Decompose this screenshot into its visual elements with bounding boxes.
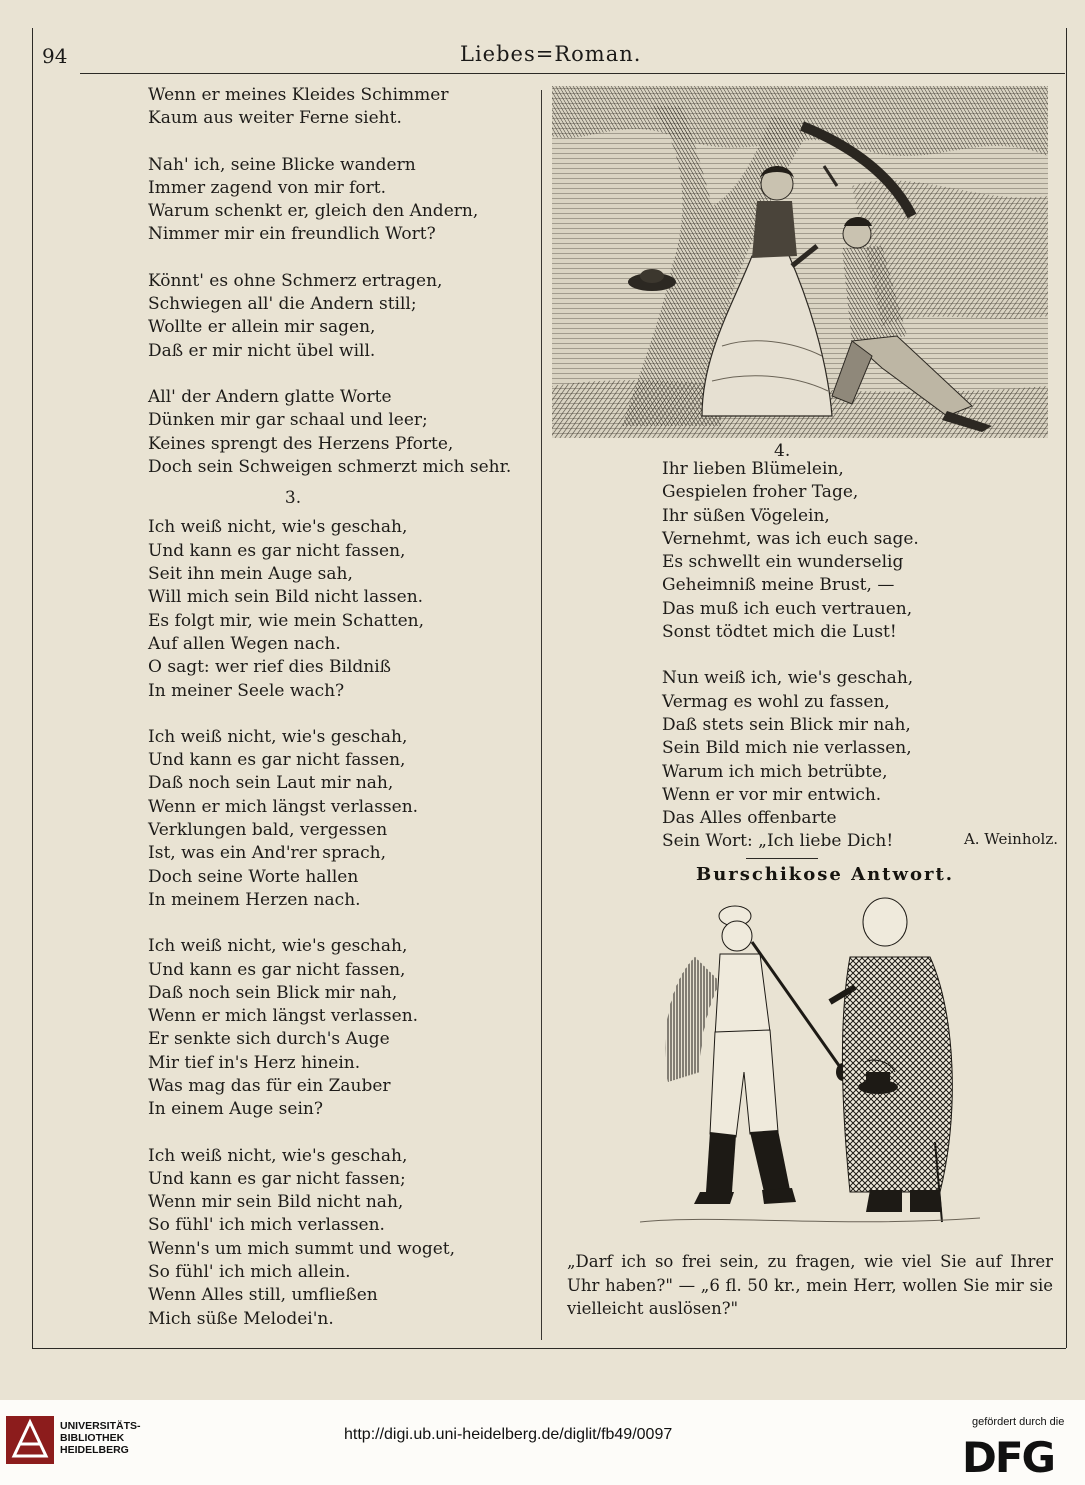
verse-line: Wenn er mich längst verlassen.: [148, 1006, 419, 1027]
verse-line: Und kann es gar nicht fassen,: [148, 750, 406, 771]
library-name-line: UNIVERSITÄTS-: [60, 1420, 141, 1432]
verse-line: Wenn Alles still, umfließen: [148, 1285, 378, 1306]
verse-line: Warum ich mich betrübte,: [662, 761, 888, 782]
verse-line: Nun weiß ich, wie's geschah,: [662, 668, 914, 689]
verse-line: Keines sprengt des Herzens Pforte,: [148, 433, 454, 454]
verse-line: Und kann es gar nicht fassen,: [148, 959, 406, 980]
verse-line: Wenn mir sein Bild nicht nah,: [148, 1192, 404, 1213]
verse-line: Nah' ich, seine Blicke wandern: [148, 154, 416, 175]
verse-line: Wenn er vor mir entwich.: [662, 784, 882, 805]
verse-line: Daß stets sein Blick mir nah,: [662, 714, 911, 735]
stanza: [662, 458, 1082, 644]
verse-line: Er senkte sich durch's Auge: [148, 1029, 390, 1050]
library-name-line: BIBLIOTHEK: [60, 1432, 125, 1444]
verse-line: Und kann es gar nicht fassen,: [148, 540, 406, 561]
verse-line: O sagt: wer rief dies Bildniß: [148, 657, 392, 678]
verse-line: Ihr süßen Vögelein,: [662, 505, 830, 526]
permalink-url[interactable]: http://digi.ub.uni-heidelberg.de/diglit/fb49/0097: [344, 1426, 673, 1443]
header-rule: [80, 73, 1065, 74]
verse-line: Will mich sein Bild nicht lassen.: [148, 587, 424, 608]
verse-line: Wenn's um mich summt und woget,: [148, 1238, 456, 1259]
verse-line: Geheimniß meine Brust, —: [662, 575, 895, 596]
verse-line: Wenn er meines Kleides Schimmer: [148, 85, 449, 105]
verse-line: Warum schenkt er, gleich den Andern,: [148, 201, 479, 222]
verse-line: Daß er mir nicht übel will.: [148, 340, 376, 361]
verse-line: Auf allen Wegen nach.: [148, 633, 341, 654]
verse-line: Gespielen froher Tage,: [662, 482, 859, 503]
verse-line: Dünken mir gar schaal und leer;: [148, 410, 428, 431]
verse-line: Kaum aus weiter Ferne sieht.: [148, 108, 402, 129]
stanza: [148, 386, 528, 479]
verse-line: Ich weiß nicht, wie's geschah,: [148, 517, 408, 538]
verse-line: Daß noch sein Blick mir nah,: [148, 982, 398, 1003]
verse-line: Seit ihn mein Auge sah,: [148, 564, 353, 585]
verse-line: Mich süße Melodei'n.: [148, 1308, 334, 1329]
verse-line: Verklungen bald, vergessen: [148, 820, 388, 841]
verse-line: Ist, was ein And'rer sprach,: [148, 843, 386, 864]
verse-line: Wenn er mich längst verlassen.: [148, 796, 419, 817]
verse-line: Ihr lieben Blümelein,: [662, 459, 844, 479]
verse-line: Wollte er allein mir sagen,: [148, 317, 376, 338]
stanza: [148, 270, 528, 363]
right-column: [662, 458, 1082, 854]
stanza: [148, 84, 528, 131]
university-library-logo: [4, 1414, 56, 1466]
verse-line: Was mag das für ein Zauber: [148, 1075, 391, 1096]
verse-line: Sein Wort: „Ich liebe Dich!: [662, 831, 894, 852]
verse-line: Doch seine Worte hallen: [148, 866, 359, 887]
subheading: Burschikose Antwort.: [696, 864, 955, 885]
bottom-rule: [32, 1348, 1066, 1349]
verse-line: So fühl' ich mich verlassen.: [148, 1215, 385, 1236]
verse-line: Ich weiß nicht, wie's geschah,: [148, 936, 408, 957]
verse-line: Daß noch sein Laut mir nah,: [148, 773, 394, 794]
verse-line: So fühl' ich mich allein.: [148, 1262, 351, 1283]
verse-line: Es schwellt ein wunderselig: [662, 552, 904, 573]
verse-line: Vermag es wohl zu fassen,: [662, 691, 890, 712]
stanza: [148, 154, 528, 247]
stanza: [148, 726, 528, 912]
verse-line: In meiner Seele wach?: [148, 680, 345, 701]
engraving-lovers-illustration: [552, 86, 1048, 438]
verse-line: Schwiegen all' die Andern still;: [148, 294, 417, 315]
verse-line: Immer zagend von mir fort.: [148, 177, 386, 198]
verse-line: Das muß ich euch vertrauen,: [662, 598, 913, 619]
author-signature: A. Weinholz.: [963, 830, 1058, 849]
funding-note: gefördert durch die: [972, 1416, 1065, 1428]
stanza: [148, 516, 528, 702]
verse-line: Das Alles offenbarte: [662, 808, 837, 829]
page-number: 94: [42, 44, 68, 68]
verse-line: Sein Bild mich nie verlassen,: [662, 738, 912, 759]
column-divider: [541, 90, 542, 1340]
stanza: [148, 935, 528, 1121]
verse-line: Vernehmt, was ich euch sage.: [662, 528, 919, 549]
dfg-logo: DFG: [962, 1433, 1055, 1482]
illustration-caption: „Darf ich so frei sein, zu fragen, wie viel Sie auf Ihrer Uhr haben?" — „6 fl. 50 kr., mein Herr, wollen Sie mir sie vielleicht auslösen?": [567, 1252, 1053, 1318]
caricature-illustration: [640, 892, 980, 1242]
verse-line: Ich weiß nicht, wie's geschah,: [148, 1145, 408, 1166]
verse-line: Mir tief in's Herz hinein.: [148, 1052, 361, 1073]
verse-line: Doch sein Schweigen schmerzt mich sehr.: [148, 456, 512, 477]
verse-line: Ich weiß nicht, wie's geschah,: [148, 726, 408, 747]
section-rule: [746, 858, 818, 859]
verse-line: Sonst tödtet mich die Lust!: [662, 622, 897, 643]
running-title: Liebes=Roman.: [460, 42, 642, 66]
verse-line: Und kann es gar nicht fassen;: [148, 1168, 406, 1189]
verse-line: Könnt' es ohne Schmerz ertragen,: [148, 270, 443, 291]
left-column: [148, 84, 528, 1331]
section-number-right: 4.: [774, 441, 791, 461]
verse-line: All' der Andern glatte Worte: [148, 386, 392, 407]
section-number: 3.: [284, 488, 302, 509]
verse-line: Es folgt mir, wie mein Schatten,: [148, 610, 424, 631]
verse-line: In einem Auge sein?: [148, 1099, 323, 1120]
library-name-line: HEIDELBERG: [60, 1444, 129, 1456]
verse-line: Nimmer mir ein freundlich Wort?: [148, 224, 436, 245]
stanza: [662, 667, 1082, 853]
library-name: [60, 1420, 141, 1456]
verse-line: In meinem Herzen nach.: [148, 889, 361, 910]
stanza: [148, 1145, 528, 1331]
